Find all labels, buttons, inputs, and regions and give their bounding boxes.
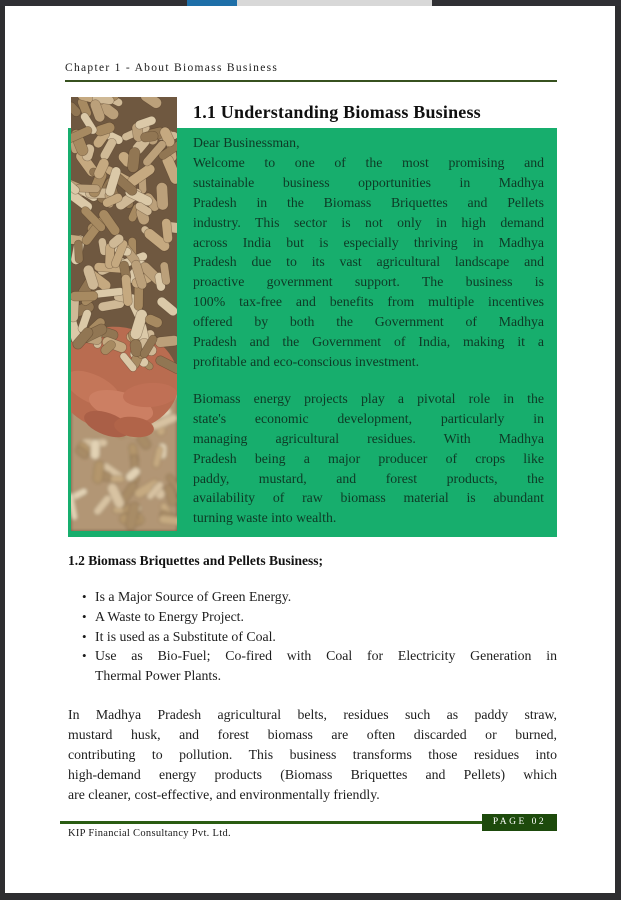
list-item: • It is used as a Substitute of Coal. xyxy=(95,627,557,647)
bullet-list xyxy=(95,587,557,686)
document-page xyxy=(5,6,615,893)
header-rule xyxy=(65,80,557,82)
list-item: • Use as Bio-Fuel; Co-fired with Coal for Electricity Generation in Thermal Power Plants. xyxy=(95,646,557,686)
salutation: Dear Businessman, xyxy=(193,135,300,150)
biomass-pellets-photo xyxy=(71,97,177,531)
intro-paragraph-1: Welcome to one of the most promising and sustainable business opportunities in Madhya Pradesh in the Biomass Briquettes and Pellets industry. This sector is not only in high demand across India but is especially thriving in Madhya Pradesh due to its vast agricultural landscape and proactive government support. The business is 100% tax-free and benefits from multiple incentives offered by both the Government of Madhya Pradesh and the Government of India, making it a profitable and eco-conscious investment. xyxy=(193,154,544,369)
intro-text-block xyxy=(193,133,544,528)
intro-paragraph-2: Biomass energy projects play a pivotal role in the state's economic development, particularly in managing agricultural residues. With Madhya Pradesh being a major producer of crops like paddy, mustard, and forest products, the availability of raw biomass material is abundant turning waste into wealth. xyxy=(193,390,544,526)
pellets-illustration xyxy=(71,97,177,531)
chapter-header: Chapter 1 - About Biomass Business xyxy=(65,62,279,74)
list-item: • A Waste to Energy Project. xyxy=(95,607,557,627)
list-item: • Is a Major Source of Green Energy. xyxy=(95,587,557,607)
page-number-badge: PAGE 02 xyxy=(482,814,557,831)
section-1-1-title: 1.1 Understanding Biomass Business xyxy=(193,102,481,122)
footer-rule xyxy=(60,821,482,824)
closing-paragraph: In Madhya Pradesh agricultural belts, residues such as paddy straw, mustard husk, and forest biomass are often discarded or burned, contributing to pollution. This business transforms those residues into high-demand energy products (Biomass Briquettes and Pellets) which are cleaner, cost-effective, and environmentally friendly. xyxy=(68,707,557,802)
footer-company-name: KIP Financial Consultancy Pvt. Ltd. xyxy=(68,828,231,839)
section-1-2-heading: 1.2 Biomass Briquettes and Pellets Business; xyxy=(68,553,324,568)
